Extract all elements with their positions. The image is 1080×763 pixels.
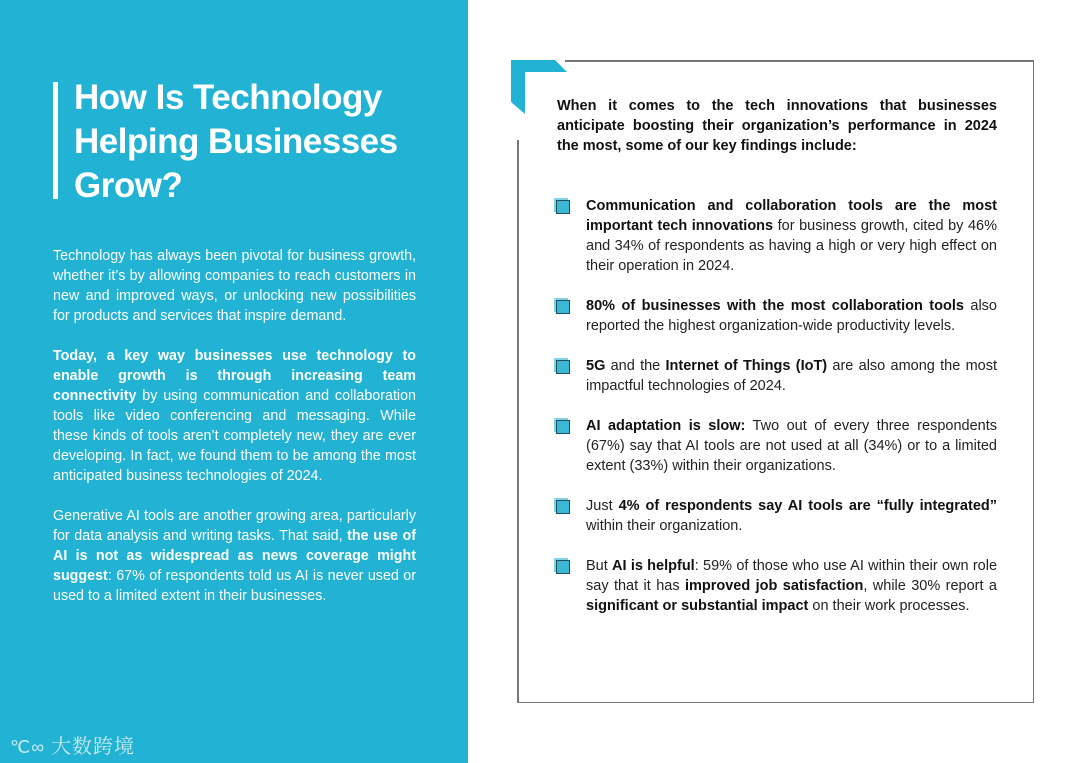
item-text: Just [586,498,619,514]
findings-list [556,196,997,636]
list-item [556,556,997,616]
item-bold: AI is helpful [612,558,695,574]
item-text: on their work processes. [808,598,970,614]
item-bold: significant or substantial impact [586,598,809,614]
item-bold: AI adaptation is slow: [586,418,746,434]
frame-left-line [517,140,519,702]
p2-rest: by using communication and collaboration tools like video conferencing and messaging. While these kinds of tools aren’t completely new, they are ever developing. In fact, we found them to be among the most anticipated business technologies of 2024. [53,388,416,484]
p3-a: Generative AI tools are another growing area, particularly for data analysis and writing tasks. That said, [53,508,416,544]
square-bullet-icon [556,200,570,214]
p2-bold: Today, a key way businesses use technology to enable growth is through increasing team connectivity [53,348,416,404]
square-bullet-icon [556,420,570,434]
logo-mark-icon: ℃∞ [10,737,52,757]
item-text: are also among the most impactful technologies of 2024. [586,358,997,394]
watermark-text: 大数跨境 [51,736,136,758]
list-item [556,416,997,476]
left-panel [0,0,468,763]
paragraph-1: Technology has always been pivotal for business growth, whether it’s by allowing companies to reach customers in new and improved ways, or unlocking new possibilities for products and services that inspire demand. [53,248,416,324]
item-text: Two out of every three respondents (67%) say that AI tools are not used at all (34%) or to a limited extent (33%) within their organizations. [586,418,997,474]
watermark-logo [10,730,135,759]
item-text: and the [605,358,666,374]
findings-intro: When it comes to the tech innovations that businesses anticipate boosting their organization’s performance in 2024 the most, some of our key findings include: [557,98,997,154]
item-bold: Communication and collaboration tools are the most important tech innovations [586,198,997,234]
item-text: for business growth, cited by 46% and 34% of respondents as having a high or very high effect on their operation in 2024. [586,218,997,274]
list-item [556,196,997,276]
title-accent-bar [53,82,58,199]
item-bold: Internet of Things (IoT) [665,358,828,374]
square-bullet-icon [556,300,570,314]
item-bold: 5G [586,358,606,374]
item-text: But [586,558,613,574]
list-item [556,296,997,336]
list-item [556,356,997,396]
square-bullet-icon [556,500,570,514]
item-text: also reported the highest organization-wide productivity levels. [586,298,997,334]
frame-top-line [565,60,1033,62]
list-item [556,496,997,536]
p3-bold: the use of AI is not as widespread as news coverage might suggest [53,528,416,584]
item-bold: improved job satisfaction [684,578,864,594]
p3-rest: : 67% of respondents told us AI is never used or used to a limited extent in their businesses. [53,568,416,604]
item-text: : 59% of those who use AI within their own role say that it has [586,558,998,594]
intro-body [53,246,416,626]
square-bullet-icon [556,560,570,574]
page-title: How Is Technology Helping Businesses Grow? [74,78,398,205]
paragraph-3 [53,506,416,606]
item-bold: 80% of businesses with the most collaboration tools [586,298,964,314]
item-text: within their organization. [586,518,743,534]
square-bullet-icon [556,360,570,374]
item-bold: 4% of respondents say AI tools are “fully integrated” [618,498,997,514]
item-text: , while 30% report a [863,578,997,594]
paragraph-2 [53,346,416,486]
